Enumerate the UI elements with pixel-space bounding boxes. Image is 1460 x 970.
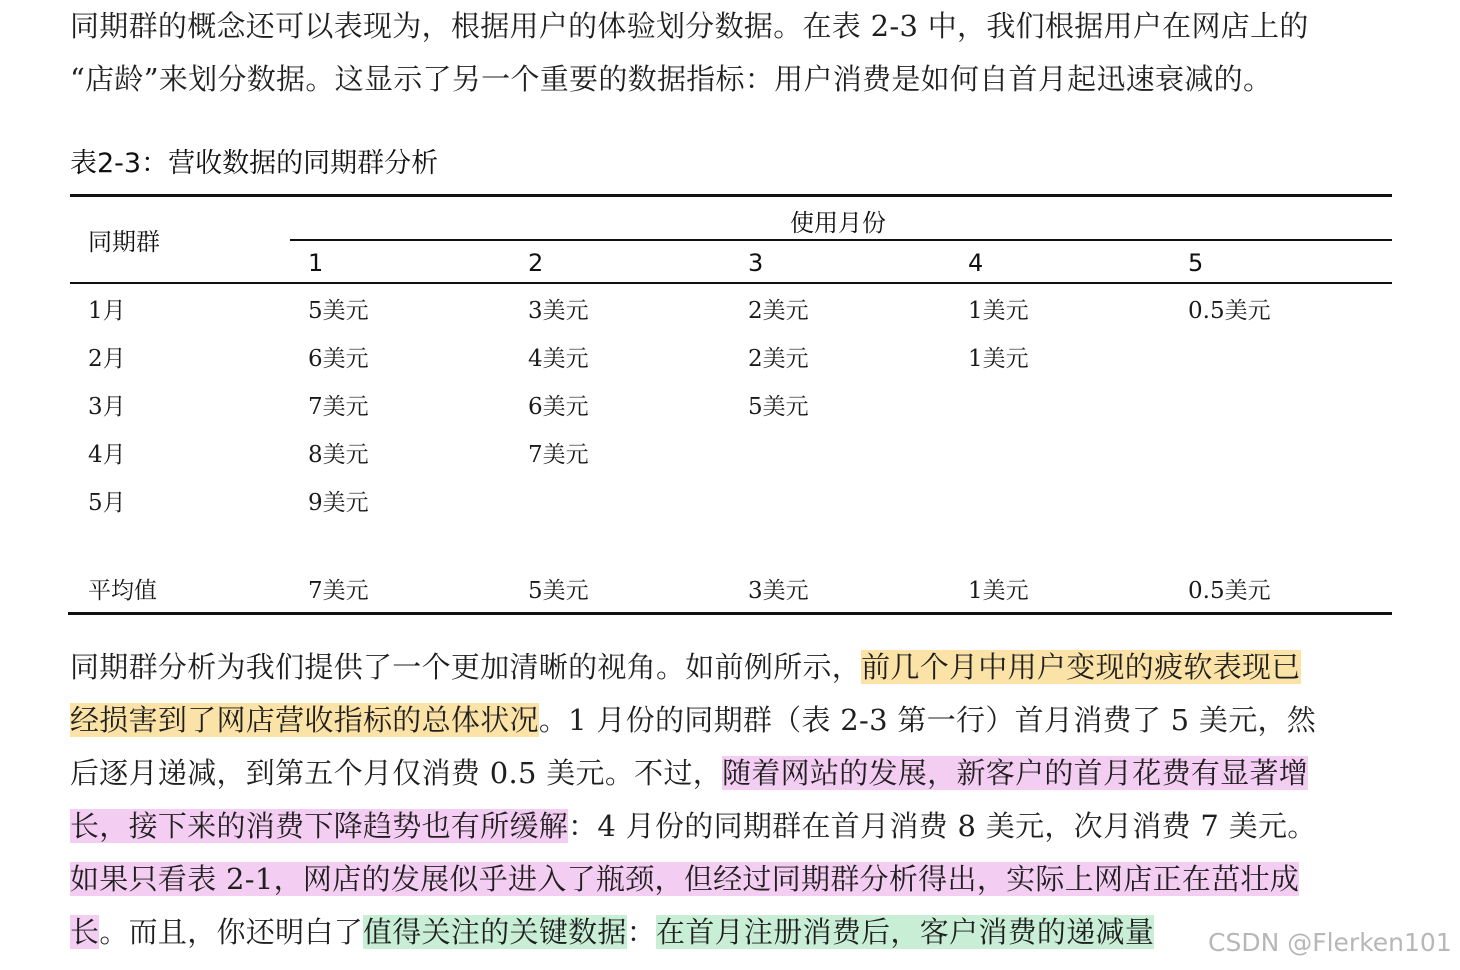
table-caption: 表2-3：营收数据的同期群分析 <box>70 148 439 179</box>
header-cohort: 同期群 <box>88 228 160 256</box>
header-col-1: 1 <box>308 249 324 277</box>
table-cell: 2美元 <box>748 298 809 324</box>
table-bottom-rule <box>68 612 1392 615</box>
table-header-rule <box>70 282 1392 284</box>
highlight-pink: 如果只看表 2-1，网店的发展似乎进入了瓶颈，但经过同期群分析得出，实际上网店正在茁壮成 <box>70 862 1300 896</box>
intro-paragraph <box>70 0 1392 106</box>
table-group-rule <box>290 239 1392 241</box>
analysis-line-1 <box>70 641 1392 694</box>
average-cell: 7美元 <box>308 578 369 604</box>
row-label: 3月 <box>88 394 126 420</box>
analysis-line-6 <box>70 906 1392 959</box>
table-cell: 9美元 <box>308 490 369 516</box>
table-cell: 7美元 <box>308 394 369 420</box>
table-cell: 6美元 <box>528 394 589 420</box>
row-label: 1月 <box>88 298 126 324</box>
highlight-green: 值得关注的关键数据 <box>363 915 627 949</box>
table-cell: 7美元 <box>528 442 589 468</box>
header-usage-month: 使用月份 <box>790 209 886 237</box>
analysis-line-4 <box>70 800 1392 853</box>
row-label: 5月 <box>88 490 126 516</box>
table-cell: 8美元 <box>308 442 369 468</box>
text-run: ： <box>626 915 657 949</box>
table-cell: 0.5美元 <box>1188 298 1271 324</box>
table-cell: 1美元 <box>968 346 1029 372</box>
header-col-4: 4 <box>968 249 984 277</box>
text-run: 后逐月递减，到第五个月仅消费 0.5 美元。不过， <box>70 756 723 790</box>
highlight-pink: 长 <box>70 915 100 949</box>
average-cell: 3美元 <box>748 578 809 604</box>
row-label: 4月 <box>88 442 126 468</box>
csdn-watermark: CSDN @Flerken101 <box>1208 928 1452 957</box>
analysis-line-2 <box>70 694 1392 747</box>
highlight-pink: 随着网站的发展，新客户的首月花费有显著增 <box>722 756 1309 790</box>
text-run: 。而且，你还明白了 <box>99 915 364 949</box>
text-run: 。1 月份的同期群（表 2-3 第一行）首月消费了 5 美元，然 <box>538 703 1317 737</box>
table-cell: 3美元 <box>528 298 589 324</box>
average-cell: 1美元 <box>968 578 1029 604</box>
header-col-2: 2 <box>528 249 544 277</box>
highlight-yellow: 前几个月中用户变现的疲软表现已 <box>861 650 1301 684</box>
table-cell: 5美元 <box>748 394 809 420</box>
highlight-yellow: 经损害到了网店营收指标的总体状况 <box>70 703 539 737</box>
analysis-line-3 <box>70 747 1392 800</box>
table-cell: 5美元 <box>308 298 369 324</box>
table-cell: 2美元 <box>748 346 809 372</box>
average-cell: 0.5美元 <box>1188 578 1271 604</box>
table-cell: 1美元 <box>968 298 1029 324</box>
intro-line-1: 同期群的概念还可以表现为，根据用户的体验划分数据。在表 2-3 中，我们根据用户在网店上的 <box>70 9 1309 43</box>
analysis-paragraph <box>70 641 1392 959</box>
header-col-3: 3 <box>748 249 764 277</box>
row-label: 2月 <box>88 346 126 372</box>
average-cell: 5美元 <box>528 578 589 604</box>
analysis-line-5 <box>70 853 1392 906</box>
text-run: 同期群分析为我们提供了一个更加清晰的视角。如前例所示， <box>70 650 862 684</box>
intro-line-2: “店龄”来划分数据。这显示了另一个重要的数据指标：用户消费是如何自首月起迅速衰减的。 <box>70 62 1273 96</box>
header-col-5: 5 <box>1188 249 1204 277</box>
table-cell: 6美元 <box>308 346 369 372</box>
cohort-table <box>70 194 1392 616</box>
average-label: 平均值 <box>88 578 157 604</box>
highlight-pink: 长，接下来的消费下降趋势也有所缓解 <box>70 809 569 843</box>
table-top-rule <box>70 194 1392 197</box>
text-run: ：4 月份的同期群在首月消费 8 美元，次月消费 7 美元。 <box>568 809 1317 843</box>
table-cell: 4美元 <box>528 346 589 372</box>
highlight-green: 在首月注册消费后，客户消费的递减量 <box>656 915 1155 949</box>
